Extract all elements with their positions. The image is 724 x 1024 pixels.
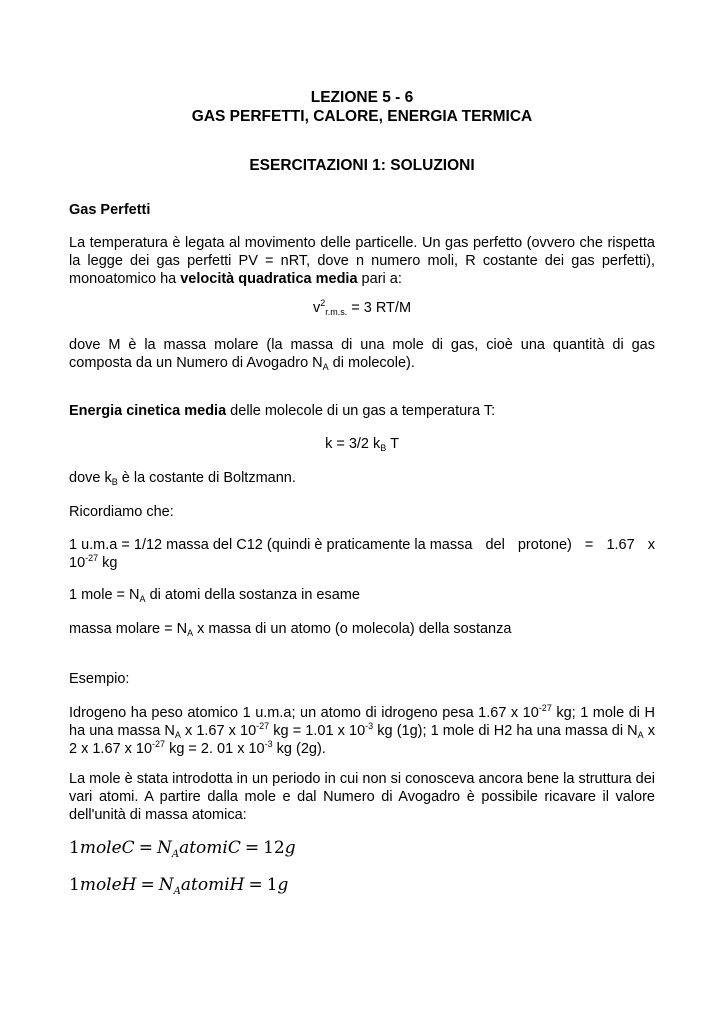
section-heading-gas [69, 201, 655, 219]
subtitle: ESERCITAZIONI 1: SOLUZIONI [249, 157, 475, 174]
title-line-2: GAS PERFETTI, CALORE, ENERGIA TERMICA [191, 108, 533, 125]
paragraph-molar-mass: dove M è la massa molare (la massa di una mole di gas, cioè una quantità di gas composta da un Numero di Avogadro $N_A$ di molecole). [69, 337, 655, 372]
paragraph-example: Idrogeno ha peso atomico 1 u.m.a; un atomo di idrogeno pesa 1.67 x $10^{-27}$ kg; 1 mole di H ha una massa $N_A$ x 1.67 x $10^{-27}$ kg = 1.01 x $10^{-3}$ kg (1g); 1 mole di H2 ha una massa di $N_A$ x 2 x 1.67 x $10^{-27}$ kg = 2. 01 x $10^{-3}$ kg (2g). [69, 703, 656, 757]
formula-mole-h: 1moleH = $N_AatomiH = 1g$ [69, 875, 289, 897]
paragraph-recall: Ricordiamo che: [69, 504, 174, 520]
uma-line-1: 1 u.m.a = 1/12 massa del C12 (quindi è praticamente la massa del protone) = 1.67 x [69, 537, 655, 553]
bold-energia: Energia cinetica media [69, 403, 227, 419]
paragraph-energy: Energia cinetica media delle molecole di un gas a temperatura T: [69, 403, 496, 419]
bold-velocita: velocità quadratica media [180, 271, 358, 287]
heading-example: Esempio: [69, 671, 130, 687]
title-line-1: LEZIONE 5 - 6 [310, 89, 414, 106]
paragraph-molar: massa molare = $N_A$ x massa di un atomo (o molecola) della sostanza [69, 621, 512, 638]
paragraph-uma [69, 536, 655, 572]
document-header [69, 88, 655, 175]
paragraph-mole: 1 mole = $N_A$ di atomi della sostanza in esame [69, 587, 360, 604]
paragraph-mole-history: La mole è stata introdotta in un periodo in cui non si conosceva ancora bene la struttura dei vari atomi. A partire dalla mole e dal Numero di Avogadro è possibile ricavare il valore dell'unità di massa atomica: [69, 771, 656, 823]
uma-line-2: $10^{-27}$ kg [69, 553, 118, 571]
formula-vrms: $v^2_{r.m.s.} = 3$ RT/M [312, 298, 412, 317]
paragraph-boltzmann: dove $k_B$ è la costante di Boltzmann. [69, 470, 296, 487]
formula-k: k = 3/2 $k_B$ T [325, 436, 399, 453]
heading-gas-perfetti: Gas Perfetti [69, 202, 151, 218]
paragraph-temperature: La temperatura è legata al movimento delle particelle. Un gas perfetto (ovvero che rispetta la legge dei gas perfetti PV = nRT, dove n numero moli, R costante dei gas perfetti), monoatomico ha velocità quadratica media pari a: [69, 235, 655, 287]
formula-mole-c: 1moleC = $N_AatomiC = 12g$ [69, 838, 296, 860]
